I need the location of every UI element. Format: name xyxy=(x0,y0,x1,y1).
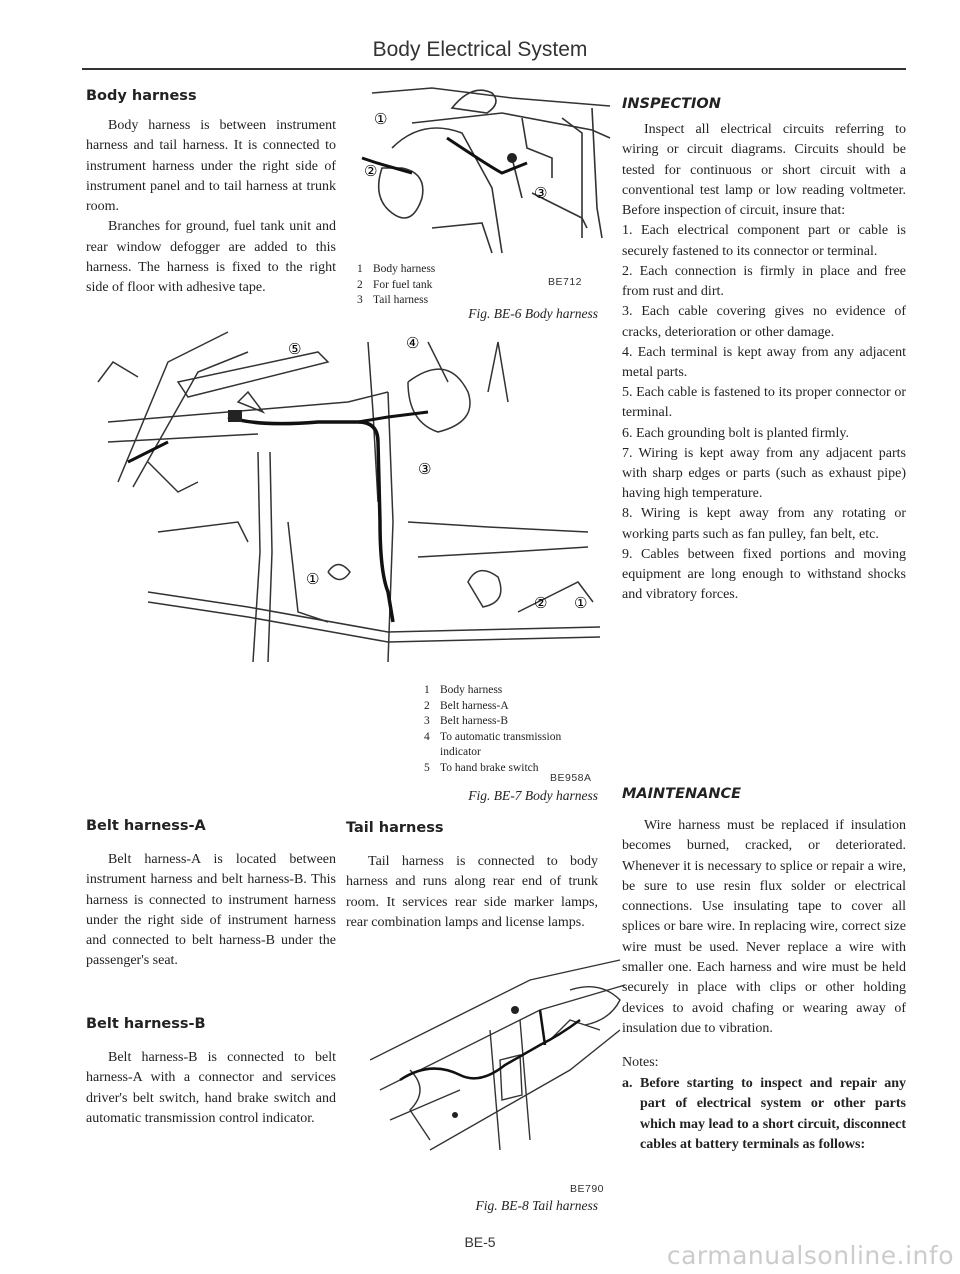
inspection-item-8: 8. Wiring is kept away from any rotating or working parts such as fan pulley, fan belt, etc. xyxy=(622,506,906,542)
belt-harness-b-paragraph: Belt harness-B is connected to belt harness-A with a connector and services driver's belt switch, hand brake switch and automatic transmission control indicator. xyxy=(86,1050,336,1126)
inspection-item-1: 1. Each electrical component part or cable is securely fastened to its connector or terminal. xyxy=(622,223,906,259)
connector-shape xyxy=(228,410,242,422)
fig7-legend: 1 Body harness 2 Belt harness-A 3 Belt harness-B 4 To automatic transmission indicator 5 To hand brake switch xyxy=(424,683,614,776)
maintenance-notes-label: Notes: xyxy=(622,1055,659,1071)
fig6-callout-2: ② xyxy=(364,162,378,180)
fig7-callout-3: ③ xyxy=(418,460,432,478)
fig7-legend-5: To hand brake switch xyxy=(440,761,539,774)
fig6-legend: 1 Body harness 2 For fuel tank 3 Tail harness xyxy=(357,263,436,306)
fig7-legend-3: Belt harness-B xyxy=(440,715,509,727)
fig8-code: BE790 xyxy=(570,1183,605,1195)
belt-harness-a-section xyxy=(86,818,336,972)
fig6-code: BE712 xyxy=(548,276,583,288)
fig7-callout-1b: ① xyxy=(574,594,588,612)
connector-shape xyxy=(507,153,517,163)
fig-be7-illustration xyxy=(88,322,600,672)
watermark: carmanualsonline.info xyxy=(666,1241,954,1270)
fig6-callout-1: ① xyxy=(374,110,388,128)
fig-be6-illustration xyxy=(352,78,624,266)
inspection-section xyxy=(622,96,906,605)
body-harness-paragraph-2: Branches for ground, fuel tank unit and rear window defogger are added to this harness. The harness is fixed to the right side of floor with adhesive tape. xyxy=(86,219,336,296)
belt-harness-b-heading: Belt harness-B xyxy=(86,1016,206,1032)
fig7-legend-2: Belt harness-A xyxy=(440,699,509,712)
inspection-item-5: 5. Each cable is fastened to its proper connector or terminal. xyxy=(622,385,906,421)
fig6-caption: Fig. BE-6 Body harness xyxy=(468,306,598,321)
tail-harness-heading: Tail harness xyxy=(346,820,444,836)
connector-shape xyxy=(452,1112,458,1118)
fig7-legend-1: Body harness xyxy=(440,684,503,696)
inspection-heading: INSPECTION xyxy=(622,96,721,112)
inspection-item-7: 7. Wiring is kept away from any adjacent parts with sharp edges or parts (such as exhaust pipe) having high temperature. xyxy=(622,445,906,502)
tail-harness-paragraph: Tail harness is connected to body harness and runs along rear end of trunk room. It services rear side marker lamps, rear combination lamps and license lamps. xyxy=(346,854,598,930)
fig6-callout-3: ③ xyxy=(534,184,548,202)
page-header-title: Body Electrical System xyxy=(372,38,588,61)
inspection-item-2: 2. Each connection is firmly in place and free from rust and dirt. xyxy=(622,263,906,300)
fig7-callout-1a: ① xyxy=(306,570,320,588)
inspection-item-6: 6. Each grounding bolt is planted firmly. xyxy=(622,425,849,441)
maintenance-section xyxy=(622,786,906,1156)
fig-be8-illustration xyxy=(370,950,630,1170)
fig6-legend-1: Body harness xyxy=(373,263,436,275)
fig6-legend-2: For fuel tank xyxy=(373,278,433,291)
fig7-caption: Fig. BE-7 Body harness xyxy=(468,788,598,803)
inspection-item-9: 9. Cables between fixed portions and moving equipment are long enough to withstand shocks and vibratory forces. xyxy=(622,546,906,603)
maintenance-note-a: a. Before starting to inspect and repair any part of electrical system or other parts which may lead to a short circuit, disconnect cables at battery terminals as follows: xyxy=(622,1075,906,1153)
fig7-callout-4: ④ xyxy=(406,334,420,352)
header-rule xyxy=(82,68,906,70)
inspection-item-3: 3. Each cable covering gives no evidence of cracks, deterioration or other damage. xyxy=(622,304,906,340)
fig6-legend-3: Tail harness xyxy=(373,294,429,306)
maintenance-notes-list xyxy=(622,1074,906,1156)
inspection-item-4: 4. Each terminal is kept away from any adjacent metal parts. xyxy=(622,344,906,380)
belt-harness-a-paragraph: Belt harness-A is located between instrument harness and belt harness-B. This harness is connected to instrument harness under the right side of instrument harness and connected to belt harness-B under the passenger's seat. xyxy=(86,852,336,969)
belt-harness-b-section xyxy=(86,1016,336,1129)
page-number: BE-5 xyxy=(464,1234,496,1250)
belt-harness-a-heading: Belt harness-A xyxy=(86,818,206,834)
maintenance-paragraph: Wire harness must be replaced if insulation becomes burned, cracked, or deteriorated. Whenever it is necessary to splice or repair a wire, be sure to use resin flux solder or electrical connections. Use insulating tape to cover all splices or bare wire. In replacing wire, correct size wire must be used. Never replace a wire with smaller one. Each harness and wire must be held securely in place with clips or other holding devices to avoid chafing or wearing away of insulation due to vibration. xyxy=(622,818,906,1036)
body-harness-heading: Body harness xyxy=(86,88,197,104)
fig7-callout-2: ② xyxy=(534,594,548,612)
fig7-legend-4: To automatic transmission xyxy=(440,730,562,743)
connector-shape xyxy=(511,1006,519,1014)
inspection-intro: Inspect all electrical circuits referring to wiring or circuit diagrams. Circuits should be tested for continuous or short circuit with a conventional test lamp or low reading voltmeter. Before inspection of circuit, insure that: xyxy=(622,122,906,219)
maintenance-heading: MAINTENANCE xyxy=(622,786,742,802)
fig7-legend-4-cont: indicator xyxy=(440,746,481,758)
fig7-code: BE958A xyxy=(550,772,592,784)
fig7-callout-5: ⑤ xyxy=(288,340,302,358)
tail-harness-section xyxy=(346,820,598,933)
fig8-caption: Fig. BE-8 Tail harness xyxy=(475,1198,598,1213)
body-harness-section xyxy=(86,88,336,299)
body-harness-paragraph-1: Body harness is between instrument harness and tail harness. It is connected to instrument harness under the right side of instrument panel and to tail harness at trunk room. xyxy=(86,118,336,215)
